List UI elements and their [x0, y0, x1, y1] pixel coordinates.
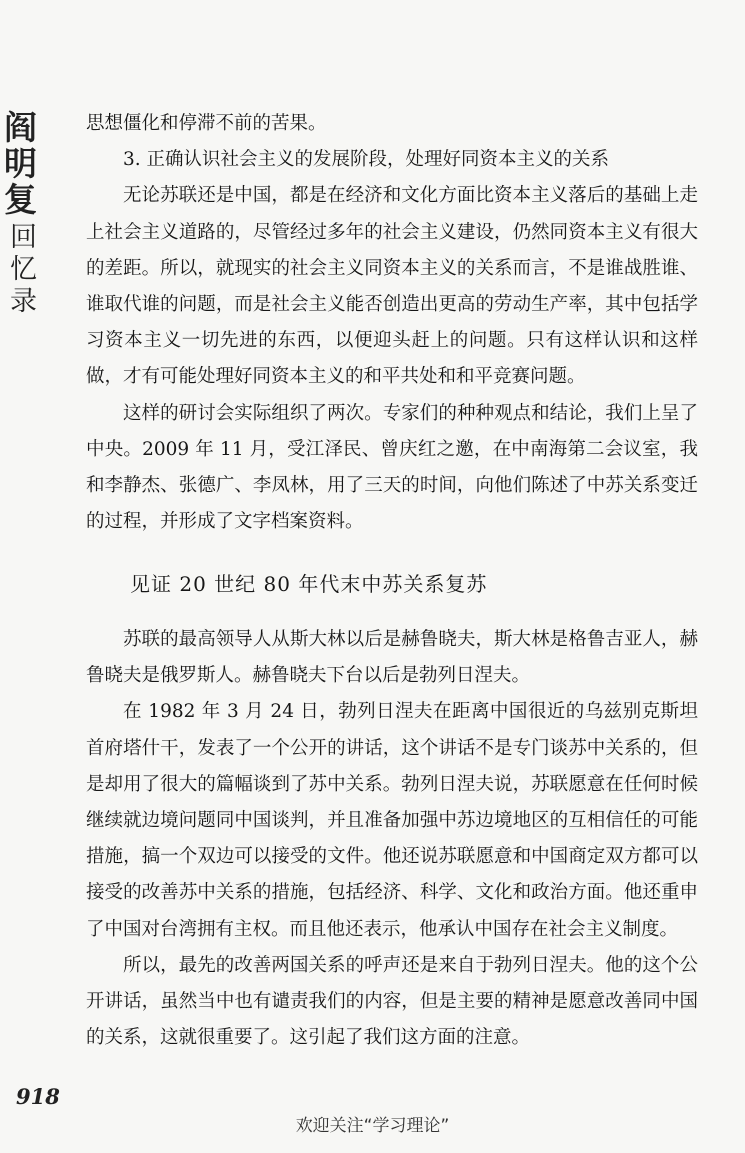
page-number: 918 [16, 1084, 60, 1109]
paragraph: 这样的研讨会实际组织了两次。专家们的种种观点和结论，我们上呈了中央。2009 年 11 月，受江泽民、曾庆红之邀，在中南海第二会议室，我和李静杰、张德广、李凤林，用了三天的时间，向他们陈述了中苏关系变迁的过程，并形成了文字档案资料。 [86, 402, 698, 533]
book-title-char: 复 [4, 180, 37, 219]
footer-note: 欢迎关注“学习理论” [295, 1116, 450, 1136]
book-title-vertical [4, 110, 44, 318]
book-subtitle-char: 忆 [10, 254, 37, 285]
paragraph: 苏联的最高领导人从斯大林以后是赫鲁晓夫，斯大林是格鲁吉亚人，赫鲁晓夫是俄罗斯人。赫鲁晓夫下台以后是勃列日涅夫。 [86, 629, 698, 687]
continued-paragraph: 思想僵化和停滞不前的苦果。 [86, 113, 327, 134]
body-text-bottom [86, 622, 698, 1056]
section-heading: 见证 20 世纪 80 年代末中苏关系复苏 [130, 572, 488, 596]
paragraph: 无论苏联还是中国，都是在经济和文化方面比资本主义落后的基础上走上社会主义道路的，尽管经过多年的社会主义建设，仍然同资本主义有很大的差距。所以，就现实的社会主义同资本主义的关系而言，不是谁战胜谁、谁取代谁的问题，而是社会主义能否创造出更高的劳动生产率，其中包括学习资本主义一切先进的东西，以便迎头赶上的问题。只有这样认识和这样做，才有可能处理好同资本主义的和平共处和和平竞赛问题。 [86, 185, 698, 388]
book-title-char: 明 [4, 144, 37, 183]
paragraph: 所以，最先的改善两国关系的呼声还是来自于勃列日涅夫。他的这个公开讲话，虽然当中也有谴责我们的内容，但是主要的精神是愿意改善同中国的关系，这就很重要了。这引起了我们这方面的注意。 [86, 954, 698, 1049]
paragraph: 在 1982 年 3 月 24 日，勃列日涅夫在距离中国很近的乌兹别克斯坦首府塔什干，发表了一个公开的讲话，这个讲话不是专门谈苏中关系的，但是却用了很大的篇幅谈到了苏中关系。勃列日涅夫说，苏联愿意在任何时候继续就边境问题同中国谈判，并且准备加强中苏边境地区的互相信任的可能措施，搞一个双边可以接受的文件。他还说苏联愿意和中国商定双方都可以接受的改善苏中关系的措施，包括经济、科学、文化和政治方面。他还重申了中国对台湾拥有主权。而且他还表示，他承认中国存在社会主义制度。 [86, 701, 698, 940]
book-subtitle-char: 回 [10, 222, 37, 253]
body-text-top [86, 106, 698, 540]
book-title-char: 阎 [4, 108, 37, 147]
book-subtitle [10, 222, 44, 318]
subsection-heading: 3. 正确认识社会主义的发展阶段，处理好同资本主义的关系 [123, 149, 610, 171]
book-subtitle-char: 录 [10, 286, 37, 317]
